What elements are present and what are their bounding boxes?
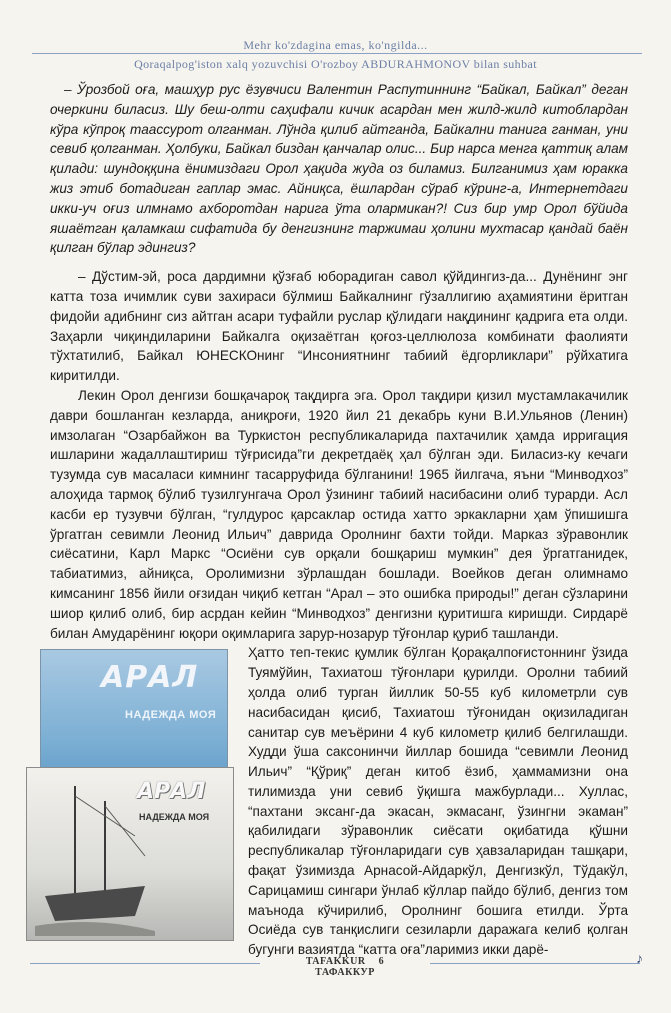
article-body	[50, 80, 628, 960]
running-head-subtitle: Qoraqalpog'iston xalq yozuvchisi O'rozboy ABDURAHMONOV bilan suhbat	[134, 57, 537, 71]
book-cover-blue-subtitle: НАДЕЖДА МОЯ	[125, 709, 217, 722]
running-head-title: Mehr ko'zdagina emas, ko'ngilda...	[243, 38, 428, 52]
book-cover-grey-title: АРАЛ	[137, 779, 206, 805]
header-rule	[32, 53, 642, 54]
interview-question: – Ўрозбой оға, машҳур рус ёзувчиси Валентин Распутиннинг “Байкал, Байкал” деган очеркини биласиз. Шу беш-олти саҳифали кичик асардан мен жилд-жилд китоблардан кўра кўпроқ таассурот олганман. Лўнда қилиб айтганда, Байкални танига ганман, уни севиб қолганман. Ҳолбуки, Байкал биздан қанчалар олис... Бир нарса менга қаттиқ алам қилади: шундоққина ёнимиздаги Орол ҳақида жуда оз биламиз. Билганимиз ҳам юракка жиз этиб ботадиган гаплар эмас. Айниқса, ёшлардан сўраб кўринг-а, Интернетдаги икки-уч оғиз илмнамо ахборотдан нарига ўта олармикан?! Сиз бир умр Орол бўйида яшаётган қаламкаш сифатида бу денгизнинг таржимаи ҳолини мухтасар қандай баён қилган бўлар эдингиз?	[50, 82, 628, 256]
answer-paragraph-2-lead: Лекин Орол денгизи бошқачароқ тақдирга эга. Орол тақдири қизил мустамлакачилик даври бошланган кезларда, аниқроғи, 1920 йил 21 декабрь куни В.И.Ульянов (Ленин) имзолаган “Озарбайжон ва Туркистон республикаларида пахтачилик ҳамда ирригация ишларини жадаллаштириш тўғрисида”ги декретдаёқ ҳал бўлган эди. Биласиз-ку кечаги тузумда сув масаласи кимнинг тасарруфида бўлганини! 1965 йилгача, яъни “Минводхоз” алоҳида тармоқ бўлиб тузилгунгача Орол ўзининг табиий насибасини олиб турарди. Асл касби ер тузувчи бўлган, “гулдурос қарсаклар остида хатто эркакларни ҳам ўпишишга ўргатган севимли Леонид Ильич” даврида Оролнинг бахти тойди. Марказ зўравонлик сиёсатини, Карл Маркс “Осиёни сув орқали бошқариш мумкин” дея ўргатганидек, табиатимиз, айниқса, Оролимизни зўрлашдан бошлади. Воейков деган олимнамо кимсанинг 1856 йили оғзидан чиқиб кетган “Арал – это ошибка природы!” деган сўзларини шиор қилиб олиб, бир асрдан кейин “Минводхоз” денгизни қуритишга киришди. Сирдарё билан Амударёнинг юқори оқимларига зарур-нозарур тўғонлар қуриб ташланди.	[50, 387, 628, 641]
book-cover-blue-title: АРАЛ	[101, 660, 199, 696]
footer-cyrillic-title: ТАФАККУР	[315, 967, 375, 978]
footer-ornament-icon: ♪	[636, 950, 643, 966]
book-cover-grey-subtitle: НАДЕЖДА МОЯ	[139, 812, 210, 823]
book-cover-grey	[26, 767, 234, 941]
page-number: 6	[378, 956, 385, 967]
footer-rule-right	[430, 963, 640, 964]
answer-paragraph-1: – Дўстим-эй, роса дардимни қўзғаб юборадиган савол қўйдингиз-да... Дунёнинг энг катта тоза ичимлик суви захираси бўлмиш Байкалнинг гўзаллигию аҳамиятини ёритган фидойи адибнинг сиз айтган асари туфайли руслар қўлидаги нақдининг қадрига ета олди. Заҳарли чиқиндиларини Байкалга оқизаётган қоғоз-целлюлоза комбинати фаолияти тўхтатилиб, Байкал ЮНЕСКОнинг “Инсониятнинг табиий ёдгорликлари” рўйхатига киритилди.	[50, 269, 628, 384]
answer-paragraph-2-continued: Ҳатто теп-текис қумлик бўлган Қорақалпоғистоннинг ўзида Туямўйин, Тахиатош тўғонлари қурилди. Оролни табиий ҳолда олиб турган йиллик 50-55 куб километрли сув насибасидан қисиб, Тахиатош тўғонидан оқизиладиган санитар сув меъёрини 4 куб километр қилиб белгилашди. Худди ўша саксонинчи йиллар бошида “севимли Леонид Ильич” “Қўриқ” деган китоб ёзиб, ҳаммамизни она тилимизда уни севиб ўқишга мажбурлади... Хуллас, “пахтани эксанг-да экасан, экмасанг, ўзингни экаман” қабилидаги зўравонлик сиёсати оқибатида қўшни республикалар тўғонларидаги сув ҳавзаларидан ташқари, фақат ўзимизда Арнасой-Айдаркўл, Денгизкўл, Тўдакўл, Сарицамиш сингари ўнлаб кўллар пайдо бўлиб, денгиз том маънода кўчирилиб, Оролнинг бошига етилди. Ўрта Осиёда сув танқислиги сезиларли даражага келиб қолган бугунги вазиятда “катта оға”ларимиз икки дарё-	[248, 645, 628, 958]
answer-paragraph-2	[50, 386, 628, 643]
book-covers-figure	[26, 649, 238, 939]
footer-latin-title: TAFAKKUR	[305, 956, 366, 967]
page-footer	[265, 956, 425, 978]
footer-rule-left	[30, 963, 260, 964]
